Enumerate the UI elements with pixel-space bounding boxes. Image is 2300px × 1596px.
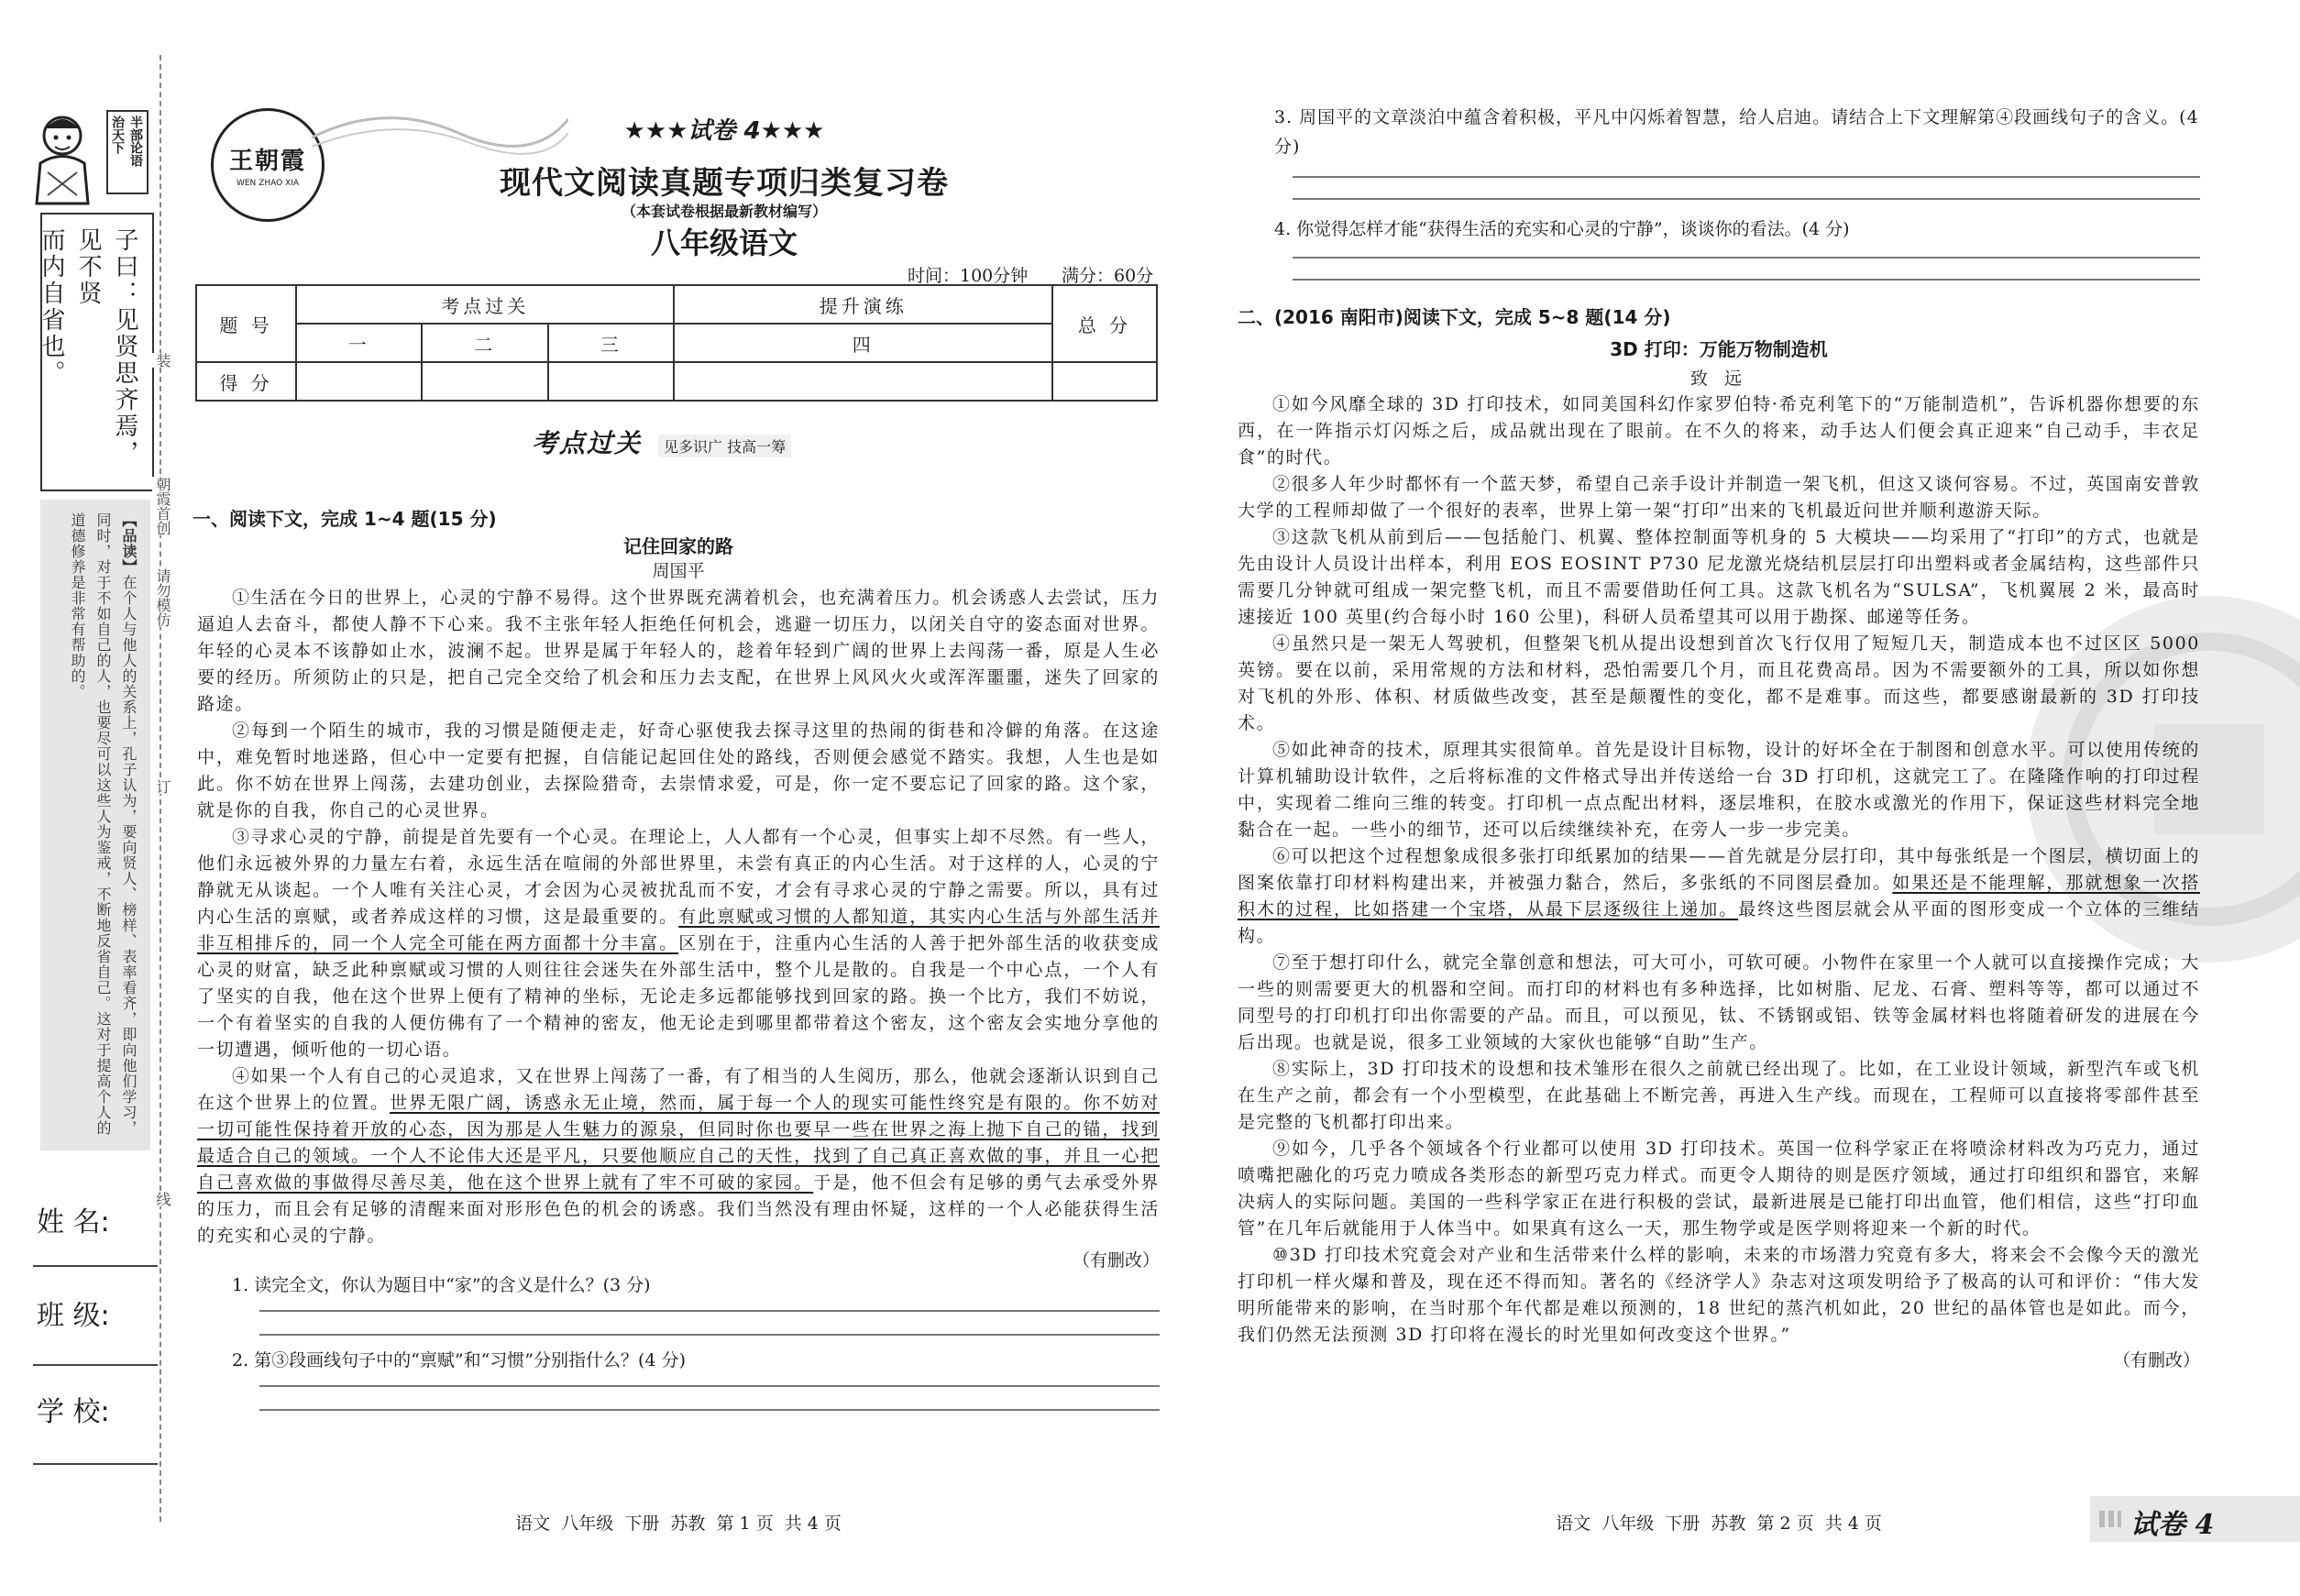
essay1-author: 周国平 xyxy=(652,561,705,581)
essay2-para-4: ④虽然只是一架无人驾驶机，但整架飞机从提出设想到首次飞行仅用了短短几天，制造成本也不过区区 5000 英镑。要在以前，采用常规的方法和材料，恐怕需要几个月，而且花费高昂。因为不需要额外的工具，所以如你想对飞机的外形、体积、材质做些改变，甚至是颠覆性的变化，都不是难事。而这些，都要感谢最新的 3D 打印技术。 xyxy=(1238,633,2200,733)
corner-badge xyxy=(2090,1496,2300,1542)
answer-line-q3-b[interactable] xyxy=(1293,198,2200,200)
banner-tagline: 见多识广 技高一筹 xyxy=(658,435,791,457)
question-4: 4. 你觉得怎样才能“获得生活的充实和心灵的宁静”，谈谈你的看法。(4 分) xyxy=(1274,219,1850,239)
motto-line-1: 半部论语 xyxy=(128,116,143,167)
para6-c: 最终这些图层就会从平面的图形变成一个立体的三维结构。 xyxy=(1238,899,2201,946)
motto-line-2: 治天下 xyxy=(110,116,125,154)
essay1-para-2: ②每到一个陌生的城市，我的习惯是随便走走，好奇心驱使我去探寻这里的热闹的街巷和冷僻的角落。在这途中，难免暂时地迷路，但心中一定要有把握，自信能记起回住处的路线，否则便会感觉不踏实。我想，人生也是如此。你不妨在世界上闯荡，去建功创业，去探险猎奇，去崇情求爱，可是，你一定不要忘记了回家的路。这个家，就是你的自我，你自己的心灵世界。 xyxy=(197,721,1160,820)
col-2: 二 xyxy=(422,324,547,362)
reading-tip-box xyxy=(40,500,150,1150)
footer-page-2: 语文 八年级 下册 苏教 第 2 页 共 4 页 xyxy=(1556,1513,1882,1534)
banner-title: 考点过关 xyxy=(532,428,643,458)
full-score: 满分：60分 xyxy=(1062,266,1154,286)
essay2-title: 3D 打印：万能万物制造机 xyxy=(1610,338,1828,360)
score-cell-total[interactable] xyxy=(1052,362,1157,401)
essay2-source: （有删改） xyxy=(2112,1350,2200,1370)
answer-line-q3-a[interactable] xyxy=(1293,176,2200,178)
school-label: 学 校: xyxy=(37,1396,110,1428)
underlined-sentence-3: 如果还是不能理解，那就想象一次搭积木的过程，比如搭建一个宝塔，从最下层逐级往上递加。 xyxy=(1238,873,2200,919)
exam-number: ★★★试卷 4★★★ xyxy=(623,117,825,145)
name-label: 姓 名: xyxy=(37,1206,110,1238)
page-2 xyxy=(1238,0,2200,1596)
row-label-question: 题 号 xyxy=(196,285,296,362)
score-cell-4[interactable] xyxy=(674,362,1052,401)
question-3: 3. 周国平的文章淡泊中蕴含着积极，平凡中闪烁着智慧，给人启迪。请结合上下文理解第④段画线句子的含义。(4 分) xyxy=(1274,107,2199,157)
essay2-para-3: ③这款飞机从前到后——包括舱门、机翼、整体控制面等机身的 5 大模块——均采用了“打印”的方式，也就是先由设计人员设计出样本，利用 EOS EOSINT P730 尼龙激光烧结机层层打印出塑料或者金属结构，这些部件只需要几分钟就可组成一架完整飞机，而且不需要借助任何工具。这款飞机名为“SULSA”，飞机翼展 2 米，最高时速接近 100 英里(约合每小时 160 公里)，科研人员希望其可以用于勘探、邮递等任务。 xyxy=(1238,527,2200,627)
school-field[interactable] xyxy=(33,1463,158,1465)
essay1-para-1: ①生活在今日的世界上，心灵的宁静不易得。这个世界既充满着机会，也充满着压力。机会诱惑人去尝试，压力逼迫人去奋斗，都使人静不下心来。我不主张年轻人拒绝任何机会，逃避一切压力，以闭关自守的姿态面对世界。年轻的心灵本不该静如止水，波澜不起。世界是属于年轻人的，趁着年轻到广阔的世界上去闯荡一番，原是人生必要的经历。所须防止的只是，把自己完全交给了机会和压力去支配，在世界上风风火火或浑浑噩噩，迷失了回家的路途。 xyxy=(197,588,1160,714)
exam-title: 现代文阅读真题专项归类复习卷 xyxy=(500,165,949,202)
essay2-para-9: ⑨如今，几乎各个领域各个行业都可以使用 3D 打印技术。英国一位科学家正在将喷涂材料改为巧克力，通过喷嘴把融化的巧克力喷成各类形态的新型巧克力样式。而更令人期待的则是医疗领域，通过打印组织和器官，来解决病人的实际问题。美国的一些科学家正在进行积极的尝试，最新进展是已能打印出血管，他们相信，这些“打印血管”在几年后就能用于人体当中。如果真有这么一天，那生物学或是医学则将迎来一个新的时代。 xyxy=(1238,1139,2200,1238)
col-4: 四 xyxy=(674,324,1052,362)
footer-page-1: 语文 八年级 下册 苏教 第 1 页 共 4 页 xyxy=(515,1513,842,1534)
sidebar xyxy=(0,0,171,1596)
name-field[interactable] xyxy=(33,1265,158,1267)
col-1: 一 xyxy=(296,324,422,362)
cut-note-2: 请勿模仿 xyxy=(154,568,171,627)
essay2-para-1: ①如今风靡全球的 3D 打印技术，如同美国科幻作家罗伯特·希克利笔下的“万能制造机”，告诉机器你想要的东西，在一阵指示灯闪烁之后，成品就出现在了眼前。在不久的将来，动手达人们便会真正迎来“自己动手，丰衣足食”的时代。 xyxy=(1238,394,2200,468)
para6-a: ⑥可以把这个过程想象成很多张打印纸累加的结果——首先就是分层打印，其中每张纸是一个图层，横切面上的图案依靠打印材料构建出来，并被强力黏合，然后，多张纸的不同图层叠加。 xyxy=(1238,846,2200,893)
answer-line-q1-a[interactable] xyxy=(259,1310,1160,1312)
essay1-source: （有删改） xyxy=(1072,1250,1160,1271)
question-2: 2. 第③段画线句子中的“禀赋”和“习惯”分别指什么？(4 分) xyxy=(232,1350,686,1370)
para3-c: 区别在于，注重内心生活的人善于把外部生活的收获变成心灵的财富，缺乏此种禀赋或习惯的人则往往会迷失在外部生活中，整个儿是散的。自我是一个中心点，一个人有了坚实的自我，他在这个世界上便有了精神的坐标，无论走多远都能够找到回家的路。换一个比方，我们不妨说，一个有着坚实的自我的人便仿佛有了一个精神的密友，他无论走到哪里都带着这个密友，这个密友会实地分享他的一切遭遇，倾听他的一切心语。 xyxy=(197,933,1160,1060)
score-cell-3[interactable] xyxy=(548,362,675,401)
score-cell-2[interactable] xyxy=(422,362,547,401)
logo-text: 王朝霞 xyxy=(228,148,306,175)
confucius-avatar-icon xyxy=(28,108,99,209)
reading-tip xyxy=(64,512,141,1136)
logo-sub: WEN ZHAO XIA xyxy=(236,179,300,188)
quote-box xyxy=(40,213,154,491)
group-tisheng: 提升演练 xyxy=(674,285,1052,324)
answer-line-q2-b[interactable] xyxy=(259,1409,1160,1411)
total-label: 总 分 xyxy=(1052,285,1157,362)
page2-body xyxy=(1238,103,2200,1372)
group-kaodian: 考点过关 xyxy=(296,285,674,324)
quote-line-1: 子曰：见贤思齐焉，见不贤 xyxy=(74,227,138,467)
underlined-sentence-1: 有此禀赋或习惯的人都知道，其实内心生活与外部生活并非互相排斥的，同一个人完全可能在两方面都十分丰富。 xyxy=(197,907,1160,953)
exam-time: 时间：100分钟 xyxy=(908,266,1029,286)
essay1-para-3 xyxy=(197,824,1160,1063)
section-banner xyxy=(532,424,917,460)
motto-badge xyxy=(106,110,149,194)
para3-a: ③寻求心灵的宁静，前提是首先要有一个心灵。在理论上，人人都有一个心灵，但事实上却不尽然。有一些人，他们永远被外界的力量左右着，永远生活在喧闹的外部世界里，未尝有真正的内心生活。对于这样的人，心灵的宁静就无从谈起。一个人唯有关注心灵，才会因为心灵被扰乱而不安，才会有寻求心灵的宁静之需要。所以，具有过内心生活的禀赋，或者养成这样的习惯，这是最重要的。 xyxy=(197,827,1160,927)
score-cell-1[interactable] xyxy=(296,362,422,401)
answer-line-q4-b[interactable] xyxy=(1293,279,2200,281)
essay2-para-2: ②很多人年少时都怀有一个蓝天梦，希望自己亲手设计并制造一架飞机，但这又谈何容易。不过，英国南安普敦大学的工程师却做了一个很好的表率，世界上第一架“打印”出来的飞机最近问世并顺利遨游天际。 xyxy=(1238,474,2200,521)
essay2-para-8: ⑧实际上，3D 打印技术的设想和技术雏形在很久之前就已经出现了。比如，在工业设计领域，新型汽车或飞机在生产之前，都会有一个小型模型，在此基础上不断完善，再进入生产线。而现在，工程师可以直接将零部件甚至是完整的飞机都打印出来。 xyxy=(1238,1059,2200,1132)
class-field[interactable] xyxy=(33,1364,158,1366)
col-3: 三 xyxy=(548,324,675,362)
essay2-para-7: ⑦至于想打印什么，就完全靠创意和想法，可大可小，可软可硬。小物件在家里一个人就可以直接操作完成；大一些的则需要更大的机器和空间。而打印的材料也有多种选择，比如树脂、尼龙、石膏、塑料等等，都可以通过不同型号的打印机打印出你需要的产品。而且，可以预见，钛、不锈钢或铝、铁等金属材料也将随着研发的进展在今后出现。也就是说，很多工业领域的大家伙也能够“自助”生产。 xyxy=(1238,952,2200,1052)
essay2-para-10: ⑩3D 打印技术究竟会对产业和生活带来什么样的影响，未来的市场潜力究竟有多大，将来会不会像今天的激光打印机一样火爆和普及，现在还不得而知。著名的《经济学人》杂志对这项发明给予了极高的认可和评价：“伟大发明所能带来的影响，在当时那个年代都是难以预测的，18 世纪的蒸汽机如此，20 世纪的晶体管也是如此。而今，我们仍然无法预测 3D 打印将在漫长的时光里如何改变这个世界。” xyxy=(1238,1245,2200,1345)
corner-badge-dots xyxy=(2099,1511,2121,1527)
reading-tip-title: 【品读】 xyxy=(120,512,138,575)
answer-line-q1-b[interactable] xyxy=(259,1334,1160,1336)
part2-heading: 二、(2016 南阳市)阅读下文，完成 5~8 题(14 分) xyxy=(1238,306,1671,328)
corner-badge-text: 试卷 4 xyxy=(2130,1509,2215,1541)
brand-logo xyxy=(211,108,325,222)
row-label-score: 得 分 xyxy=(196,362,296,401)
cut-label-2: 订 xyxy=(154,779,171,794)
essay2-author: 致 远 xyxy=(1689,369,1748,389)
class-label: 班 级: xyxy=(37,1300,110,1332)
para4-c: 于是，他不但会有足够的勇气去承受外界的压力，而且会有足够的清醒来面对形形色色的机会的诱惑。我们当然没有理由怀疑，这样的一个人必能获得生活的充实和心灵的宁静。 xyxy=(197,1172,1161,1246)
cut-label-3: 线 xyxy=(154,1192,171,1206)
quote-line-2: 而内自省也。 xyxy=(38,227,65,387)
part1-heading: 一、阅读下文，完成 1~4 题(15 分) xyxy=(193,508,497,530)
essay2-para-5: ⑤如此神奇的技术，原理其实很简单。首先是设计目标物，设计的好坏全在于制图和创意水平。可以使用传统的计算机辅助设计软件，之后将标准的文件格式导出并传送给一台 3D 打印机，这就完工了。在隆隆作响的打印过程中，实现着二维向三维的转变。打印机一点点配出材料，逐层堆积，在胶水或激光的作用下，保证这些材料完全地黏合在一起。一些小的细节，还可以后续继续补充，在旁人一步一步完美。 xyxy=(1238,740,2200,840)
cut-label-1: 装 xyxy=(154,353,171,368)
grade-subject: 八年级语文 xyxy=(650,226,798,260)
para4-a: ④如果一个人有自己的心灵追求，又在世界上闯荡了一番，有了相当的人生阅历，那么，他就会逐渐认识到自己在这个世界上的位置。 xyxy=(197,1066,1160,1113)
question-1: 1. 读完全文，你认为题目中“家”的含义是什么？(3 分) xyxy=(232,1275,651,1295)
exam-subtitle: （本套试卷根据最新教材编写） xyxy=(621,203,827,220)
cut-note-1: 朝霞首创 xyxy=(154,477,171,535)
essay2-para-6 xyxy=(1238,843,2200,950)
score-table xyxy=(195,284,1158,402)
essay2-body xyxy=(1238,391,2200,1372)
answer-line-q2-a[interactable] xyxy=(259,1385,1160,1387)
underlined-sentence-2: 世界无限广阔，诱惑永无止境，然而，属于每一个人的现实可能性终究是有限的。你不妨对一切可能性保持着开放的心态，因为那是人生魅力的源泉，但同时你也要早一些在世界之海上抛下自己的锚，找到最适合自己的领域。一个人不论伟大还是平凡，只要他顺应自己的天性，找到了自己真正喜欢做的事，并且一心把自己喜欢做的事做得尽善尽美，他在这个世界上就有了牢不可破的家园。 xyxy=(197,1093,1160,1193)
essay1-body xyxy=(197,585,1160,1411)
reading-tip-body: 在个人与他人的关系上，孔子认为，要向贤人、榜样、表率看齐，即向他们学习，同时，对于不如自己的人，也要尽可以这些人为鉴戒，不断地反省自己。这对于提高个人的道德修养是非常有帮助的。 xyxy=(69,512,138,1136)
page-1 xyxy=(193,0,1164,1596)
essay1-para-4 xyxy=(197,1063,1160,1249)
answer-line-q4-a[interactable] xyxy=(1293,257,2200,259)
essay1-title: 记住回家的路 xyxy=(623,535,733,557)
ribbon-decoration-icon xyxy=(312,101,568,165)
quote-text xyxy=(33,227,143,484)
